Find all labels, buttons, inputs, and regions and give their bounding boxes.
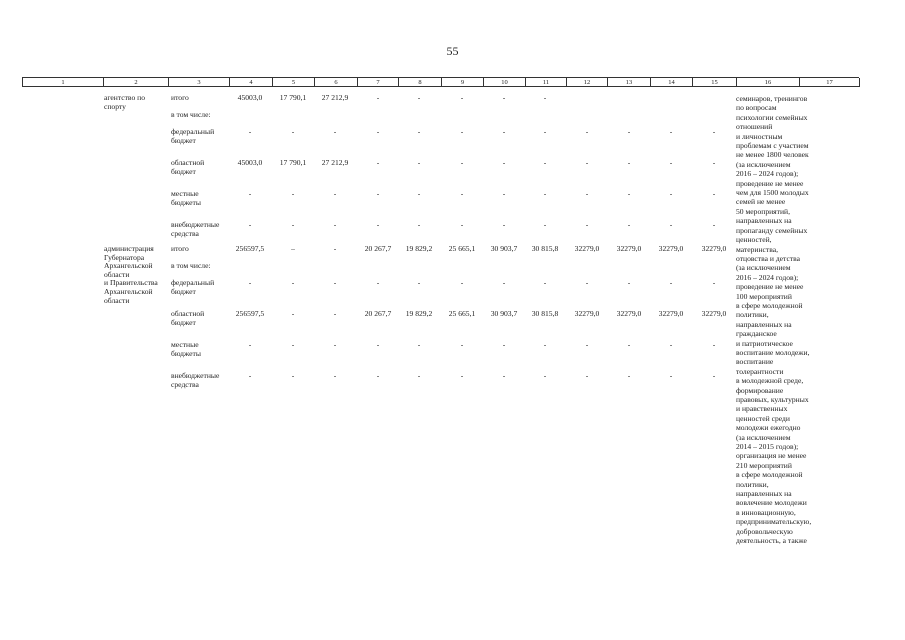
description-line: семинаров, тренингов	[736, 94, 808, 103]
value-cell: -	[712, 127, 716, 136]
funding-source-line: бюджет	[171, 317, 196, 327]
header-col-5: 5	[273, 78, 315, 87]
value-cell: -	[291, 340, 295, 349]
value-cell: 32279,0	[701, 244, 727, 253]
description-line: чем для 1500 молодых	[736, 188, 809, 198]
value-cell: -	[627, 158, 631, 167]
value-cell: -	[627, 278, 631, 287]
value-cell: -	[291, 220, 295, 229]
executor-line: области	[104, 295, 130, 305]
funding-source-line: внебюджетные	[171, 220, 220, 229]
description-line: и личностным	[736, 131, 783, 141]
value-cell: -	[669, 189, 673, 198]
value-cell: -	[333, 244, 337, 253]
value-cell: -	[502, 371, 506, 380]
header-col-2: 2	[104, 78, 169, 87]
description-line: проведение не менее	[736, 178, 804, 188]
value-cell: -	[543, 189, 547, 198]
description-line: политики,	[736, 310, 769, 320]
funding-source-line: средства	[171, 379, 199, 389]
value-cell: -	[585, 127, 589, 136]
funding-source-label	[171, 341, 201, 358]
funding-source-label	[171, 94, 189, 103]
value-cell: 32279,0	[658, 309, 684, 318]
executor-line: Архангельской	[104, 286, 153, 296]
value-cell: -	[460, 278, 464, 287]
value-cell: -	[460, 220, 464, 229]
value-cell: -	[712, 189, 716, 198]
funding-source-label	[171, 372, 219, 389]
value-cell: -	[669, 371, 673, 380]
executor-line: спорту	[104, 101, 126, 111]
value-cell: -	[543, 220, 547, 229]
description-line: вовлечение молодежи	[736, 498, 807, 508]
funding-source-line: бюджет	[171, 166, 196, 176]
funding-source-label	[171, 279, 214, 296]
executor-line: Губернатора	[104, 252, 145, 262]
description-line: ценностей,	[736, 235, 772, 245]
value-cell: 30 815,8	[531, 244, 559, 253]
table-header-row	[22, 77, 859, 87]
executor-name	[104, 94, 145, 111]
header-col-9: 9	[442, 78, 484, 87]
value-cell: -	[712, 340, 716, 349]
description-line: организация не менее	[736, 451, 807, 461]
header-col-7: 7	[358, 78, 399, 87]
description-line: психологии семейных	[736, 112, 808, 122]
value-cell: -	[291, 278, 295, 287]
description-line: гражданское	[736, 329, 777, 339]
header-col-14: 14	[651, 78, 693, 87]
header-col-10: 10	[484, 78, 526, 87]
funding-source-line: местные	[171, 189, 199, 198]
value-cell: –	[291, 244, 295, 253]
value-cell: -	[543, 371, 547, 380]
executor-name	[104, 245, 158, 305]
funding-source-label	[171, 190, 201, 207]
value-cell: 19 829,2	[405, 309, 433, 318]
description-line: воспитание	[736, 357, 774, 367]
value-cell: -	[460, 93, 464, 102]
description-line: 2016 – 2024 годов);	[736, 169, 799, 179]
value-cell: -	[376, 340, 380, 349]
value-cell: -	[376, 189, 380, 198]
description-line: (за исключением	[736, 159, 791, 169]
value-cell: -	[543, 278, 547, 287]
value-cell: -	[460, 189, 464, 198]
value-cell: 20 267,7	[364, 244, 392, 253]
description-line: предпринимательскую,	[736, 517, 812, 527]
value-cell: -	[627, 340, 631, 349]
description-line: материнства,	[736, 244, 778, 254]
description-line: толерантности	[736, 366, 784, 376]
value-cell: -	[248, 340, 252, 349]
value-cell: -	[417, 189, 421, 198]
description-line: направленных на	[736, 216, 792, 226]
value-cell: -	[627, 189, 631, 198]
value-cell: -	[627, 371, 631, 380]
value-cell: -	[376, 158, 380, 167]
value-cell: -	[627, 127, 631, 136]
value-cell: 17 790,1	[279, 93, 307, 102]
value-cell: -	[376, 93, 380, 102]
value-cell: 19 829,2	[405, 244, 433, 253]
description-line: 2014 – 2015 годов);	[736, 442, 799, 452]
value-cell: -	[502, 158, 506, 167]
value-cell: -	[627, 220, 631, 229]
value-cell: -	[585, 340, 589, 349]
description-line: 210 мероприятий	[736, 460, 792, 470]
executor-line: Архангельской	[104, 261, 153, 271]
description-line: 50 мероприятий,	[736, 206, 791, 216]
value-cell: -	[460, 127, 464, 136]
value-cell: 30 903,7	[490, 244, 518, 253]
value-cell: 32279,0	[701, 309, 727, 318]
value-cell: -	[333, 340, 337, 349]
description-line: воспитание молодежи,	[736, 347, 810, 357]
value-cell: 32279,0	[574, 309, 600, 318]
value-cell: -	[543, 93, 547, 102]
funding-source-line: областной	[171, 158, 205, 167]
value-cell: -	[248, 278, 252, 287]
value-cell: 32279,0	[574, 244, 600, 253]
value-cell: -	[669, 127, 673, 136]
description-line: 100 мероприятий	[736, 291, 792, 301]
value-cell: -	[417, 127, 421, 136]
value-cell: 45003,0	[237, 93, 263, 102]
funding-source-line: местные	[171, 340, 199, 349]
header-col-12: 12	[567, 78, 608, 87]
value-cell: -	[543, 340, 547, 349]
value-cell: -	[502, 278, 506, 287]
value-cell: -	[460, 340, 464, 349]
value-cell: -	[502, 189, 506, 198]
funding-source-label	[171, 221, 219, 238]
funding-source-line: в том числе:	[171, 261, 211, 270]
description-line: не менее 1800 человек	[736, 150, 809, 160]
funding-source-label	[171, 128, 214, 145]
value-cell: -	[417, 220, 421, 229]
value-cell: 32279,0	[616, 244, 642, 253]
header-col-15: 15	[693, 78, 737, 87]
value-cell: -	[585, 220, 589, 229]
value-cell: -	[712, 220, 716, 229]
funding-source-line: бюджет	[171, 286, 196, 296]
description-line: проблемам с участием	[736, 141, 809, 151]
value-cell: 20 267,7	[364, 309, 392, 318]
funding-source-label	[171, 111, 211, 120]
funding-source-line: итого	[171, 93, 189, 102]
description-line: в сфере молодежной	[736, 300, 803, 310]
value-cell: -	[333, 371, 337, 380]
funding-source-line: бюджет	[171, 135, 196, 145]
description-line: 2016 – 2024 годов);	[736, 272, 799, 282]
funding-source-line: итого	[171, 244, 189, 253]
value-cell: -	[376, 371, 380, 380]
value-cell: -	[460, 158, 464, 167]
value-cell: 45003,0	[237, 158, 263, 167]
header-col-16: 16	[737, 78, 800, 87]
description-line: (за исключением	[736, 432, 791, 442]
value-cell: 25 665,1	[448, 309, 476, 318]
header-col-11: 11	[526, 78, 567, 87]
description-line: молодежи ежегодно	[736, 423, 801, 433]
value-cell: -	[502, 340, 506, 349]
description-line: правовых, культурных	[736, 395, 809, 404]
funding-source-line: в том числе:	[171, 110, 211, 119]
value-cell: -	[543, 127, 547, 136]
value-cell: -	[333, 189, 337, 198]
description-line: добровольческую	[736, 526, 793, 536]
description-line: отношений	[736, 122, 773, 132]
value-cell: -	[712, 158, 716, 167]
value-cell: 256597,5	[235, 244, 265, 253]
value-cell: -	[417, 158, 421, 167]
value-cell: 27 212,9	[321, 93, 349, 102]
funding-source-line: средства	[171, 228, 199, 238]
value-cell: -	[712, 278, 716, 287]
header-col-6: 6	[315, 78, 358, 87]
funding-source-line: областной	[171, 309, 205, 318]
description-line: политики,	[736, 479, 769, 489]
executor-line: администрация	[104, 244, 154, 253]
value-cell: -	[585, 371, 589, 380]
value-cell: -	[712, 371, 716, 380]
header-col-4: 4	[230, 78, 273, 87]
funding-source-label	[171, 159, 204, 176]
value-cell: -	[669, 278, 673, 287]
description-line: деятельность, а также	[736, 536, 807, 546]
description-line: в инновационную,	[736, 507, 796, 517]
value-cell: 32279,0	[658, 244, 684, 253]
description-line: направленных на	[736, 319, 792, 329]
description-line: в молодежной среде,	[736, 376, 804, 386]
description-line: по вопросам	[736, 103, 777, 113]
value-cell: -	[585, 158, 589, 167]
value-cell: -	[417, 278, 421, 287]
description-line: в сфере молодежной	[736, 470, 803, 480]
value-cell: -	[333, 127, 337, 136]
value-cell: -	[376, 278, 380, 287]
header-col-13: 13	[608, 78, 651, 87]
description-line: и патриотическое	[736, 338, 793, 348]
description-line: направленных на	[736, 489, 792, 499]
value-cell: -	[291, 309, 295, 318]
description-line: отцовства и детства	[736, 253, 801, 263]
executor-line: области	[104, 269, 130, 279]
funding-source-line: внебюджетные	[171, 371, 220, 380]
value-cell: -	[248, 220, 252, 229]
funding-source-label	[171, 310, 204, 327]
value-cell: 256597,5	[235, 309, 265, 318]
value-cell: -	[376, 127, 380, 136]
value-cell: -	[376, 220, 380, 229]
value-cell: -	[333, 309, 337, 318]
value-cell: -	[417, 340, 421, 349]
executor-line: и Правительства	[104, 278, 158, 288]
value-cell: -	[543, 158, 547, 167]
value-cell: 27 212,9	[321, 158, 349, 167]
value-cell: -	[291, 371, 295, 380]
description-line: формирование	[736, 385, 784, 395]
page-number: 55	[446, 44, 459, 58]
header-col-17: 17	[800, 78, 860, 87]
value-cell: 32279,0	[616, 309, 642, 318]
value-cell: 17 790,1	[279, 158, 307, 167]
value-cell: -	[502, 93, 506, 102]
description-line: ценностей среди	[736, 413, 790, 423]
value-cell: -	[669, 220, 673, 229]
value-cell: -	[291, 127, 295, 136]
value-cell: -	[585, 278, 589, 287]
value-cell: 30 903,7	[490, 309, 518, 318]
funding-source-line: бюджеты	[171, 348, 201, 358]
value-cell: -	[502, 220, 506, 229]
value-cell: -	[248, 127, 252, 136]
value-cell: -	[585, 189, 589, 198]
value-cell: -	[460, 371, 464, 380]
value-cell: -	[248, 371, 252, 380]
funding-source-label	[171, 245, 189, 254]
executor-line: агентство по	[104, 93, 146, 102]
header-col-1: 1	[23, 78, 104, 87]
funding-source-label	[171, 262, 211, 271]
value-cell: -	[417, 93, 421, 102]
value-cell: -	[333, 220, 337, 229]
description-line: семей не менее	[736, 197, 786, 207]
description-line: проведение не менее	[736, 282, 804, 292]
funding-source-line: федеральный	[171, 278, 215, 287]
value-cell: -	[502, 127, 506, 136]
value-cell: -	[333, 278, 337, 287]
description-line: (за исключением	[736, 263, 791, 273]
value-cell: 30 815,8	[531, 309, 559, 318]
header-col-3: 3	[169, 78, 230, 87]
column-16-description	[736, 94, 856, 546]
description-line: пропаганду семейных	[736, 225, 808, 235]
funding-source-line: бюджеты	[171, 197, 201, 207]
description-line: и нравственных	[736, 404, 788, 414]
value-cell: -	[291, 189, 295, 198]
value-cell: -	[669, 158, 673, 167]
header-col-8: 8	[399, 78, 442, 87]
funding-source-line: федеральный	[171, 127, 215, 136]
value-cell: 25 665,1	[448, 244, 476, 253]
value-cell: -	[417, 371, 421, 380]
value-cell: -	[248, 189, 252, 198]
value-cell: -	[669, 340, 673, 349]
